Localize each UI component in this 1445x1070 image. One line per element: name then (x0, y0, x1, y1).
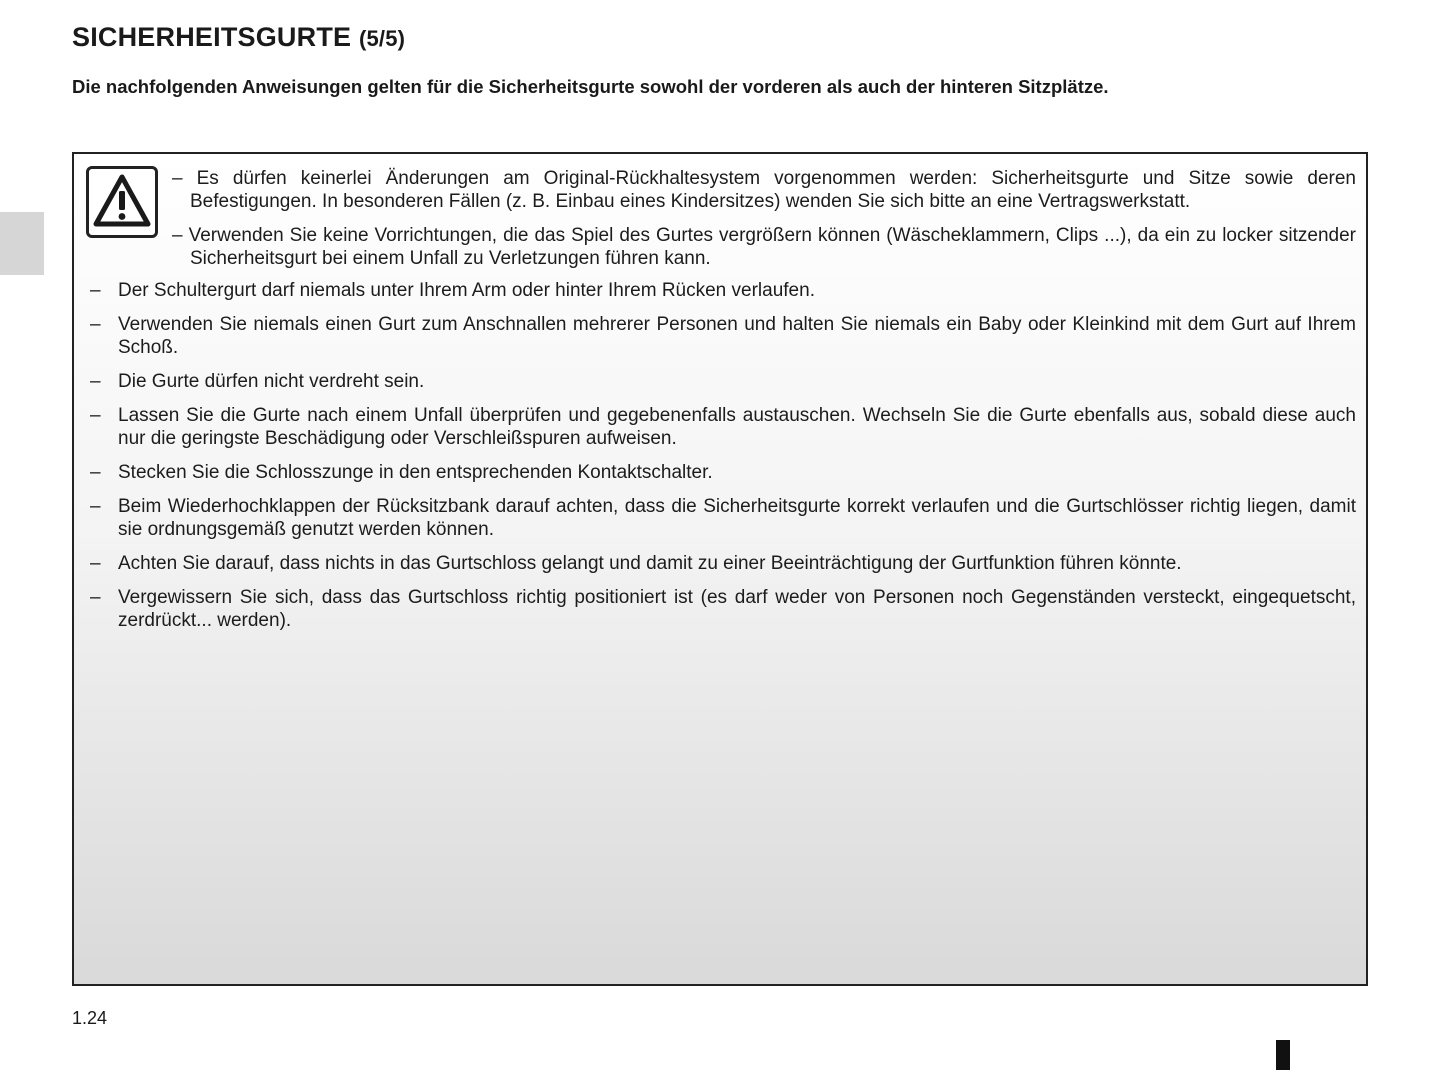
list-item (88, 279, 1356, 302)
list-item-text: Die Gurte dürfen nicht verdreht sein. (118, 371, 425, 392)
warning-lead-item: – Es dürfen keinerlei Änderungen am Original-Rückhaltesystem vorgenommen werden: Sicherheitsgurte und Sitze sowie deren Befestigungen. In besonderen Fällen (z. B. Einbau eines Kindersitzes) wenden Sie sich bitte an eine Vertragswerkstatt. (172, 168, 1356, 212)
list-dash: – (90, 371, 101, 392)
list-dash: – (90, 496, 101, 517)
list-item-text: Vergewissern Sie sich, dass das Gurtschloss richtig positioniert ist (es darf weder von Personen noch Gegenständen versteckt, eingequetscht, zerdrückt... werden). (118, 587, 1356, 631)
warning-items-list (88, 279, 1356, 643)
list-item-text: Achten Sie darauf, dass nichts in das Gurtschloss gelangt und damit zu einer Beeinträchtigung der Gurtfunktion führen könnte. (118, 553, 1182, 574)
intro-text: Die nachfolgenden Anweisungen gelten für die Sicherheitsgurte sowohl der vorderen als auch der hinteren Sitzplätze. (72, 76, 1109, 97)
warning-lead-item: – Verwenden Sie keine Vorrichtungen, die das Spiel des Gurtes vergrößern können (Wäscheklammern, Clips ...), da ein zu locker sitzender Sicherheitsgurt bei einem Unfall zu Verletzungen führen kann. (172, 225, 1356, 269)
list-item (88, 404, 1356, 450)
page-part-indicator: (5/5) (358, 26, 406, 51)
list-item-text: Verwenden Sie niemals einen Gurt zum Anschnallen mehrerer Personen und halten Sie niemals ein Baby oder Kleinkind mit dem Gurt auf Ihrem Schoß. (118, 314, 1356, 358)
warning-lead-items (172, 167, 1356, 281)
list-dash: – (90, 553, 101, 574)
list-item (88, 495, 1356, 541)
list-item (88, 461, 1356, 484)
list-item (88, 552, 1356, 575)
list-dash: – (90, 462, 101, 483)
page-corner-mark (1276, 1040, 1290, 1070)
list-item-text: Beim Wiederhochklappen der Rücksitzbank darauf achten, dass die Sicherheitsgurte korrekt verlaufen und die Gurtschlösser richtig liegen, damit sie ordnungsgemäß genutzt werden können. (118, 496, 1356, 540)
list-item-text: Lassen Sie die Gurte nach einem Unfall überprüfen und gegebenenfalls austauschen. Wechseln Sie die Gurte ebenfalls aus, sobald diese auch nur die geringste Beschädigung oder Verschleißspuren aufweisen. (118, 405, 1356, 449)
page-title-text: SICHERHEITSGURTE (72, 22, 352, 52)
list-dash: – (90, 587, 101, 608)
list-item (88, 370, 1356, 393)
page-number: 1.24 (72, 1008, 108, 1028)
list-item (88, 313, 1356, 359)
list-item-text: Stecken Sie die Schlosszunge in den entsprechenden Kontaktschalter. (118, 462, 713, 483)
chapter-side-tab (0, 212, 44, 275)
list-dash: – (90, 280, 101, 301)
warning-box (72, 152, 1368, 986)
list-item-text: Der Schultergurt darf niemals unter Ihrem Arm oder hinter Ihrem Rücken verlaufen. (118, 280, 815, 301)
list-item (88, 586, 1356, 632)
list-dash: – (90, 314, 101, 335)
page-title (72, 22, 405, 53)
warning-triangle-icon (86, 166, 158, 238)
list-dash: – (90, 405, 101, 426)
